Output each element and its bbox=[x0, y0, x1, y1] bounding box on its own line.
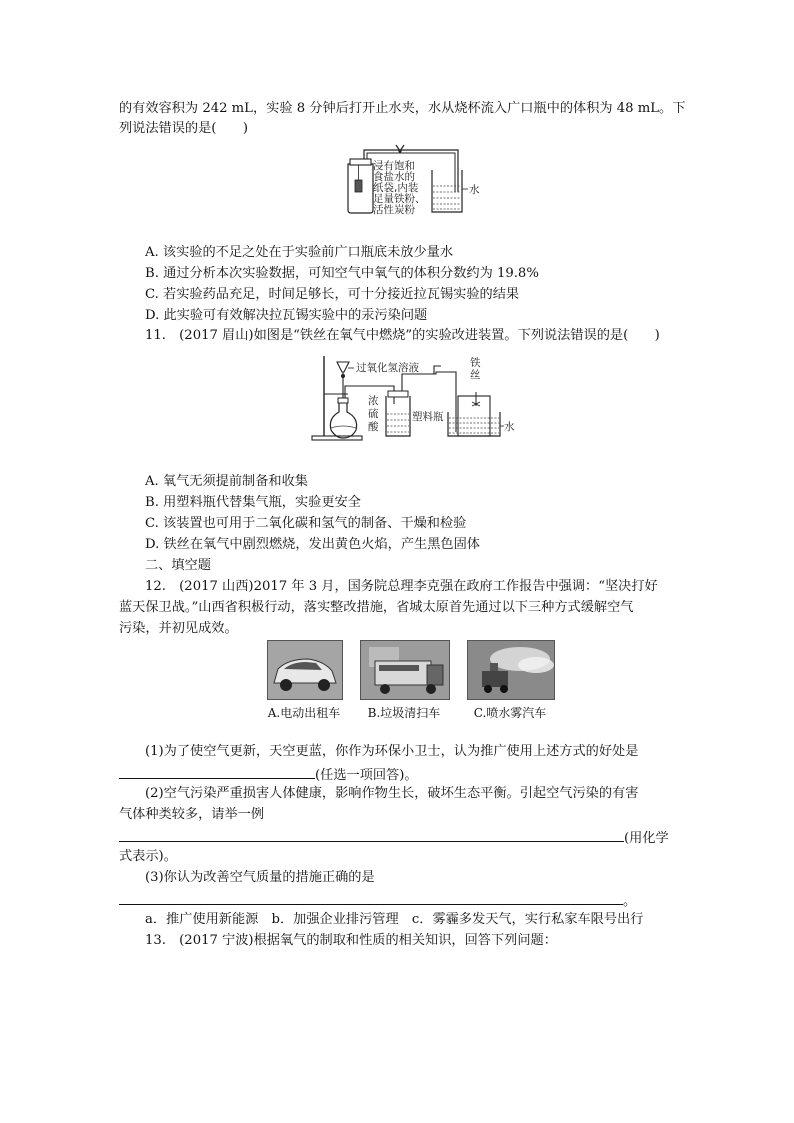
q10-option-c: C. 若实验药品充足，时间足够长，可十分接近拉瓦锡实验的结果 bbox=[145, 287, 520, 302]
svg-text:丝: 丝 bbox=[470, 369, 481, 381]
q10-option-d: D. 此实验可有效解决拉瓦锡实验中的汞污染问题 bbox=[145, 308, 428, 323]
q12-stem-line3: 污染，并初见成效。 bbox=[119, 621, 238, 636]
answer-blank-1[interactable] bbox=[119, 763, 315, 779]
q10-label-bag bbox=[373, 159, 426, 216]
answer-blank-2[interactable] bbox=[119, 826, 624, 842]
svg-text:活性炭粉: 活性炭粉 bbox=[373, 204, 415, 216]
q11-label-h2o2: 过氧化氢溶液 bbox=[356, 362, 419, 374]
q11-stem: 11. (2017 眉山)如图是“铁丝在氧气中燃烧”的实验改进装置。下列说法错误的是( ) bbox=[145, 328, 660, 343]
svg-text:足量铁粉、: 足量铁粉、 bbox=[373, 193, 426, 205]
caption-c: C.喷水雾汽车 bbox=[473, 706, 547, 720]
svg-text:食盐水的: 食盐水的 bbox=[373, 171, 415, 183]
q10-stem-line2: 列说法错误的是( ) bbox=[119, 121, 248, 136]
q11-option-a: A. 氧气无须提前制备和收集 bbox=[145, 474, 308, 489]
svg-text:硫: 硫 bbox=[368, 408, 379, 420]
q11-label-water: 水 bbox=[504, 421, 515, 433]
q12-part2-tail: (用化学 bbox=[624, 831, 669, 846]
q12-stem-line2: 蓝天保卫战。”山西省积极行动，落实整改措施，省城太原首先通过以下三种方式缓解空气 bbox=[119, 600, 634, 615]
caption-b: B.垃圾清扫车 bbox=[367, 706, 441, 720]
q11-option-d: D. 铁丝在氧气中剧烈燃烧，发出黄色火焰，产生黑色固体 bbox=[145, 537, 480, 552]
q10-apparatus-figure bbox=[340, 142, 480, 216]
mist-spray-icon bbox=[468, 641, 554, 699]
car-icon bbox=[268, 641, 342, 699]
q13-stem: 13. (2017 宁波)根据氧气的制取和性质的相关知识，回答下列问题： bbox=[145, 933, 557, 948]
svg-text:浓: 浓 bbox=[368, 395, 379, 407]
q11-apparatus-figure bbox=[306, 352, 516, 444]
photo-mist-truck bbox=[467, 640, 555, 700]
q12-stem-line1: 12. (2017 山西)2017 年 3 月，国务院总理李克强在政府工作报告中强调：“坚决打好 bbox=[145, 579, 658, 594]
q10-option-b: B. 通过分析本次实验数据，可知空气中氧气的体积分数约为 19.8% bbox=[145, 266, 539, 281]
svg-text:浸有饱和: 浸有饱和 bbox=[373, 160, 415, 172]
photo-electric-taxi bbox=[267, 640, 343, 700]
svg-text:纸袋,内装: 纸袋,内装 bbox=[373, 182, 419, 194]
svg-text:酸: 酸 bbox=[368, 421, 379, 433]
q11-label-iron-wire bbox=[470, 356, 481, 381]
answer-blank-3[interactable] bbox=[119, 889, 623, 905]
truck-icon bbox=[361, 641, 449, 699]
q12-part2-line2: 气体种类较多，请举一例 bbox=[119, 807, 265, 822]
q12-part1-line1: (1)为了使空气更新，天空更蓝，你作为环保小卫士，认为推广使用上述方式的好处是 bbox=[145, 744, 639, 759]
q10-label-water: 水 bbox=[469, 184, 480, 196]
caption-a: A.电动出租车 bbox=[267, 706, 341, 720]
photo-sweeper-truck bbox=[360, 640, 450, 700]
q11-label-plastic-bottle: 塑料瓶 bbox=[412, 411, 444, 423]
q12-part2-line4: 式表示)。 bbox=[119, 849, 177, 864]
q11-option-b: B. 用塑料瓶代替集气瓶，实验更安全 bbox=[145, 495, 361, 510]
q10-stem-line1: 的有效容积为 242 mL，实验 8 分钟后打开止水夹，水从烧杯流入广口瓶中的体积为 48 mL。下 bbox=[119, 101, 686, 116]
section-heading: 二、填空题 bbox=[145, 558, 211, 573]
q10-option-a: A. 该实验的不足之处在于实验前广口瓶底未放少量水 bbox=[145, 245, 454, 260]
q11-option-c: C. 该装置也可用于二氧化碳和氢气的制备、干燥和检验 bbox=[145, 516, 467, 531]
svg-text:铁: 铁 bbox=[470, 357, 481, 369]
q12-part3-period: 。 bbox=[623, 894, 637, 909]
q12-part3-options: a．推广使用新能源 b．加强企业排污管理 c．雾霾多发天气，实行私家车限号出行 bbox=[145, 912, 644, 927]
q12-part3-line1: (3)你认为改善空气质量的措施正确的是 bbox=[145, 870, 375, 885]
q12-part1-tail: (任选一项回答)。 bbox=[315, 768, 418, 783]
q12-part2-line3 bbox=[119, 826, 669, 849]
q11-label-acid bbox=[368, 394, 379, 433]
q12-part1-line2 bbox=[119, 763, 418, 786]
q12-part3-line2 bbox=[119, 889, 636, 912]
q12-part2-line1: (2)空气污染严重损害人体健康，影响作物生长，破坏生态平衡。引起空气污染的有害 bbox=[145, 786, 639, 801]
